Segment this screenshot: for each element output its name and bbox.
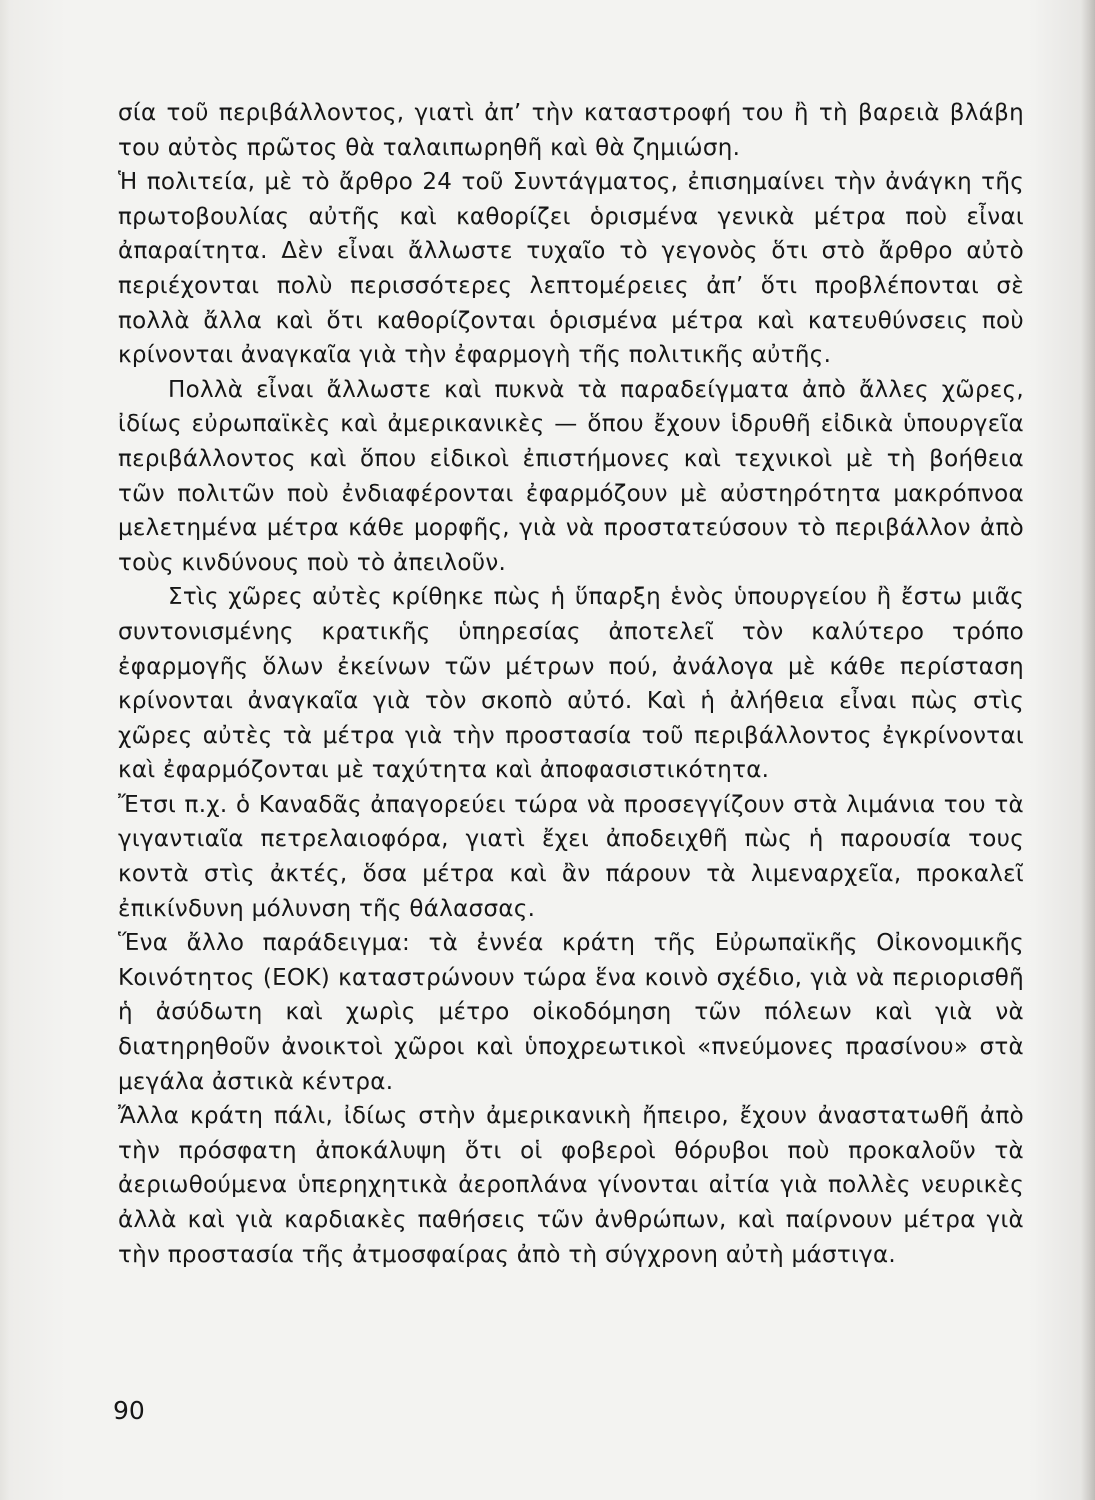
body-text bbox=[118, 96, 1024, 1272]
paragraph-5: Ἔτσι π.χ. ὁ Καναδᾶς ἀπαγορεύει τώρα νὰ προσεγγίζουν στὰ λιμάνια του τὰ γιγαντιαῖα πετρελαιοφόρα, γιατὶ ἔχει ἀποδειχθῆ πὼς ἡ παρουσία τους κοντὰ στὶς ἀκτές, ὅσα μέτρα καὶ ἂν πάρουν τὰ λιμεναρχεῖα, προκαλεῖ ἐπικίνδυνη μόλυνση τῆς θάλασσας. bbox=[118, 791, 1024, 922]
paragraph-3: Πολλὰ εἶναι ἄλλωστε καὶ πυκνὰ τὰ παραδείγματα ἀπὸ ἄλλες χῶρες, ἰδίως εὐρωπαϊκὲς καὶ ἀμερικανικὲς — ὅπου ἔχουν ἱδρυθῆ εἰδικὰ ὑπουργεῖα περιβάλλοντος καὶ ὅπου εἰδικοὶ ἐπιστήμονες καὶ τεχνικοὶ μὲ τὴ βοήθεια τῶν πολιτῶν ποὺ ἐνδιαφέρονται ἐφαρμόζουν μὲ αὐστηρότητα μακρόπνοα μελετημένα μέτρα κάθε μορφῆς, γιὰ νὰ προστατεύσουν τὸ περιβάλλον ἀπὸ τοὺς κινδύνους ποὺ τὸ ἀπειλοῦν. bbox=[118, 376, 1024, 576]
paragraph-2: Ἡ πολιτεία, μὲ τὸ ἄρθρο 24 τοῦ Συντάγματος, ἐπισημαίνει τὴν ἀνάγκη τῆς πρωτοβουλίας αὐτῆς καὶ καθορίζει ὁρισμένα γενικὰ μέτρα ποὺ εἶναι ἀπαραίτητα. Δὲν εἶναι ἄλλωστε τυχαῖο τὸ γεγονὸς ὅτι στὸ ἄρθρο αὐτὸ περιέχονται πολὺ περισσότερες λεπτομέρειες ἀπ’ ὅτι προβλέπονται σὲ πολλὰ ἄλλα καὶ ὅτι καθορίζονται ὁρισμένα μέτρα καὶ κατευθύνσεις ποὺ κρίνονται ἀναγκαῖα γιὰ τὴν ἐφαρμογὴ τῆς πολιτικῆς αὐτῆς. bbox=[118, 169, 1024, 369]
paragraph-4: Στὶς χῶρες αὐτὲς κρίθηκε πὼς ἡ ὕπαρξη ἑνὸς ὑπουργείου ἢ ἔστω μιᾶς συντονισμένης κρατικῆς ὑπηρεσίας ἀποτελεῖ τὸν καλύτερο τρόπο ἐφαρμογῆς ὅλων ἐκείνων τῶν μέτρων πού, ἀνάλογα μὲ κάθε περίσταση κρίνονται ἀναγκαῖα γιὰ τὸν σκοπὸ αὐτό. Καὶ ἡ ἀλήθεια εἶναι πὼς στὶς χῶρες αὐτὲς τὰ μέτρα γιὰ τὴν προστασία τοῦ περιβάλλοντος ἐγκρίνονται καὶ ἐφαρμόζονται μὲ ταχύτητα καὶ ἀποφασιστικότητα. bbox=[118, 584, 1024, 784]
paragraph-6: Ἕνα ἄλλο παράδειγμα: τὰ ἐννέα κράτη τῆς Εὐρωπαϊκῆς Οἰκονομικῆς Κοινότητος (ΕΟΚ) καταστρώνουν τώρα ἕνα κοινὸ σχέδιο, γιὰ νὰ περιορισθῆ ἡ ἀσύδωτη καὶ χωρὶς μέτρο οἰκοδόμηση τῶν πόλεων καὶ γιὰ νὰ διατηρηθοῦν ἀνοικτοὶ χῶροι καὶ ὑποχρεωτικοὶ «πνεύμονες πρασίνου» στὰ μεγάλα ἀστικὰ κέντρα. bbox=[118, 930, 1024, 1095]
paragraph-7: Ἄλλα κράτη πάλι, ἰδίως στὴν ἀμερικανικὴ ἤπειρο, ἔχουν ἀναστατωθῆ ἀπὸ τὴν πρόσφατη ἀποκάλυψη ὅτι οἱ φοβεροὶ θόρυβοι ποὺ προκαλοῦν τὰ ἀεριωθούμενα ὑπερηχητικὰ ἀεροπλάνα γίνονται αἰτία γιὰ πολλὲς νευρικὲς ἀλλὰ καὶ γιὰ καρδιακὲς παθήσεις τῶν ἀνθρώπων, καὶ παίρνουν μέτρα γιὰ τὴν προστασία τῆς ἀτμοσφαίρας ἀπὸ τὴ σύγχρονη αὐτὴ μάστιγα. bbox=[118, 1103, 1024, 1268]
paragraph-1: σία τοῦ περιβάλλοντος, γιατὶ ἀπ’ τὴν καταστροφή του ἢ τὴ βαρειὰ βλάβη του αὐτὸς πρῶτος θὰ ταλαιπωρηθῆ καὶ θὰ ζημιώση. bbox=[118, 100, 1024, 161]
page-number: 90 bbox=[113, 1396, 145, 1425]
page-spine-edge bbox=[1081, 0, 1095, 1500]
page-left-shadow bbox=[0, 0, 10, 1500]
